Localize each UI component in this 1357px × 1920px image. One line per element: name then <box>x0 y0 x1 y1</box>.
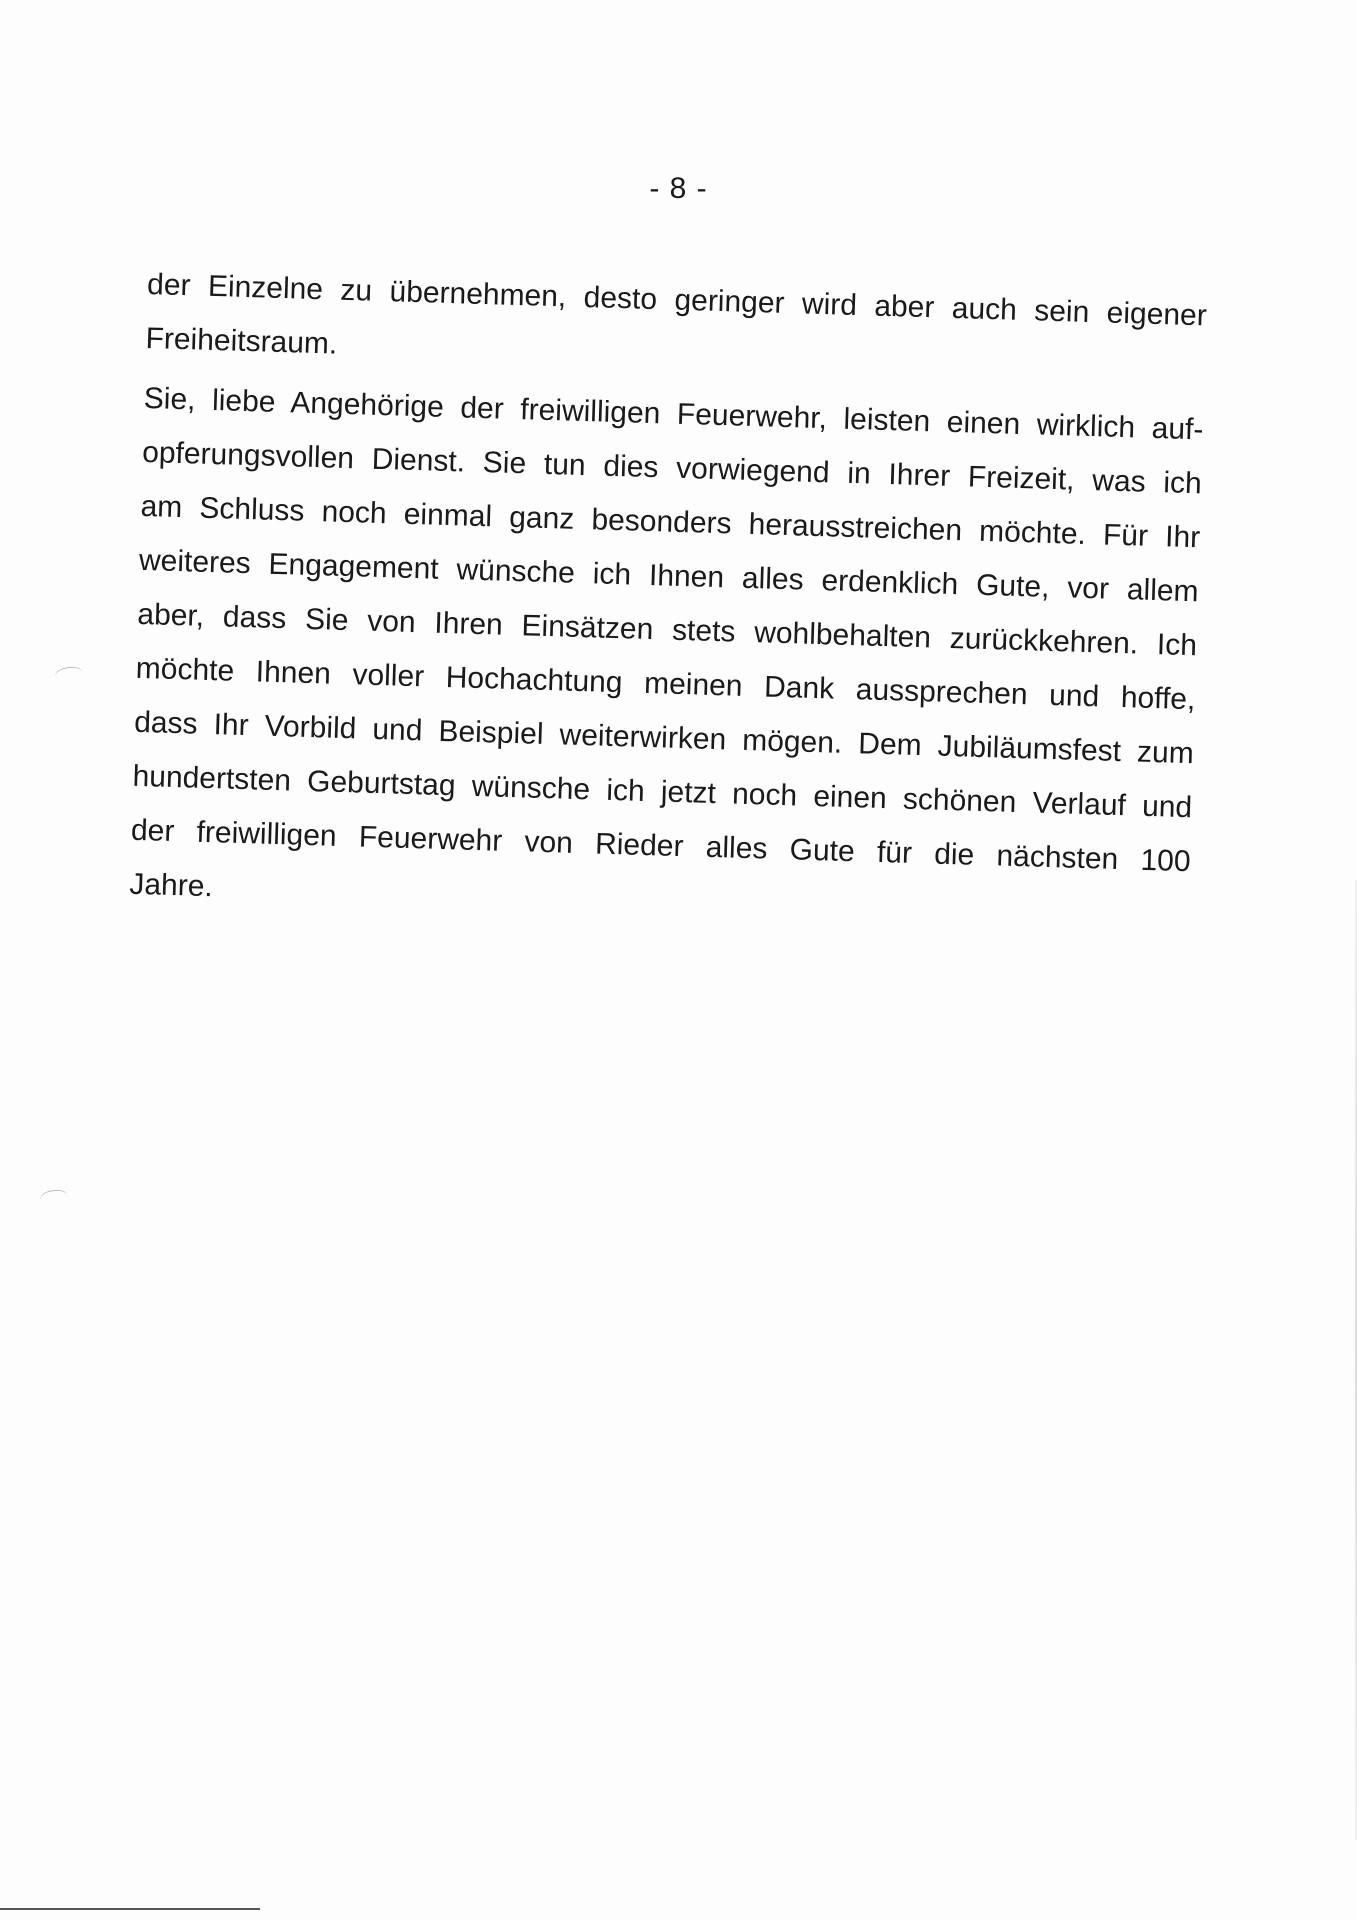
paragraph-2 <box>129 372 1225 944</box>
text-line: Jahre. <box>128 867 214 904</box>
text-line: aber, dass Sie von Ihren Einsätzen stets wohlbehalten zurückkehren. Ich <box>136 597 1198 663</box>
punch-hole-mark <box>54 665 84 684</box>
text-line: Freiheitsraum. <box>145 321 338 361</box>
text-line: möchte Ihnen voller Hochachtung meinen Dank aussprechen und hoffe, <box>135 651 1196 717</box>
text-line: am Schluss noch einmal ganz besonders herausstreichen möchte. Für Ihr <box>140 489 1201 555</box>
body-text <box>128 258 1227 950</box>
text-line: weiteres Engagement wünsche ich Ihnen alles erdenklich Gute, vor allem <box>138 543 1200 609</box>
text-line: Sie, liebe Angehörige der freiwilligen Feuerwehr, leisten einen wirklich auf- <box>143 381 1204 447</box>
page-number: - 8 - <box>649 172 708 205</box>
text-line: der Einzelne zu übernehmen, desto geringer wird aber auch sein eigener <box>146 267 1208 333</box>
text-line: opferungsvollen Dienst. Sie tun dies vorwiegend in Ihrer Freizeit, was ich <box>141 435 1203 501</box>
text-line: der freiwilligen Feuerwehr von Rieder alles Gute für die nächsten 100 <box>130 813 1192 879</box>
punch-hole-mark <box>39 1188 69 1207</box>
bottom-rule <box>0 1908 260 1910</box>
text-line: hundertsten Geburtstag wünsche ich jetzt noch einen schönen Verlauf und <box>132 759 1193 825</box>
text-line: dass Ihr Vorbild und Beispiel weiterwirken mögen. Dem Jubiläumsfest zum <box>133 705 1195 771</box>
